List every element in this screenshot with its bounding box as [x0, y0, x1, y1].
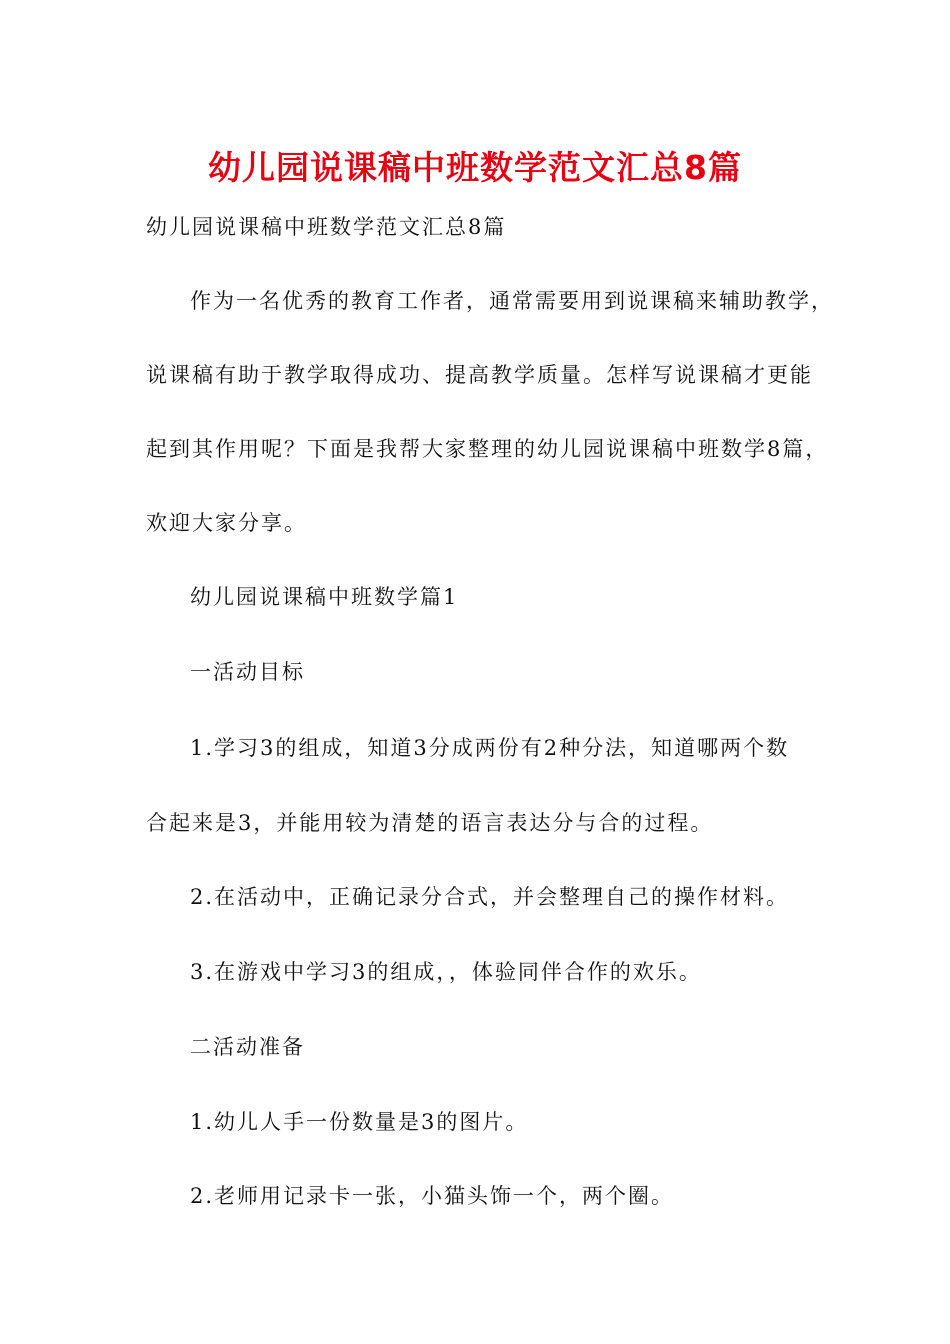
paragraph-line: 2.老师用记录卡一张，小猫头饰一个，两个圈。: [190, 1184, 675, 1208]
section-heading: 一活动目标: [190, 660, 305, 684]
section-heading: 幼儿园说课稿中班数学篇1: [190, 585, 459, 609]
paragraph-line: 作为一名优秀的教育工作者，通常需要用到说课稿来辅助教学，: [190, 289, 834, 313]
document-title: 幼儿园说课稿中班数学范文汇总8篇: [208, 148, 742, 187]
paragraph-line: 说课稿有助于教学取得成功、提高教学质量。怎样写说课稿才更能: [146, 363, 813, 387]
paragraph-line: 起到其作用呢？下面是我帮大家整理的幼儿园说课稿中班数学8篇，: [146, 437, 829, 461]
paragraph-line: 合起来是3，并能用较为清楚的语言表达分与合的过程。: [146, 811, 714, 835]
document-subtitle: 幼儿园说课稿中班数学范文汇总8篇: [146, 215, 507, 239]
paragraph-line: 1.幼儿人手一份数量是3的图片。: [190, 1110, 529, 1134]
paragraph-line: 2.在活动中，正确记录分合式，并会整理自己的操作材料。: [190, 885, 790, 909]
section-heading: 二活动准备: [190, 1035, 305, 1059]
paragraph-line: 1.学习3的组成，知道3分成两份有2种分法，知道哪两个数: [190, 736, 790, 760]
paragraph-line: 3.在游戏中学习3的组成，，体验同伴合作的欢乐。: [190, 960, 702, 984]
paragraph-line: 欢迎大家分享。: [146, 511, 307, 535]
